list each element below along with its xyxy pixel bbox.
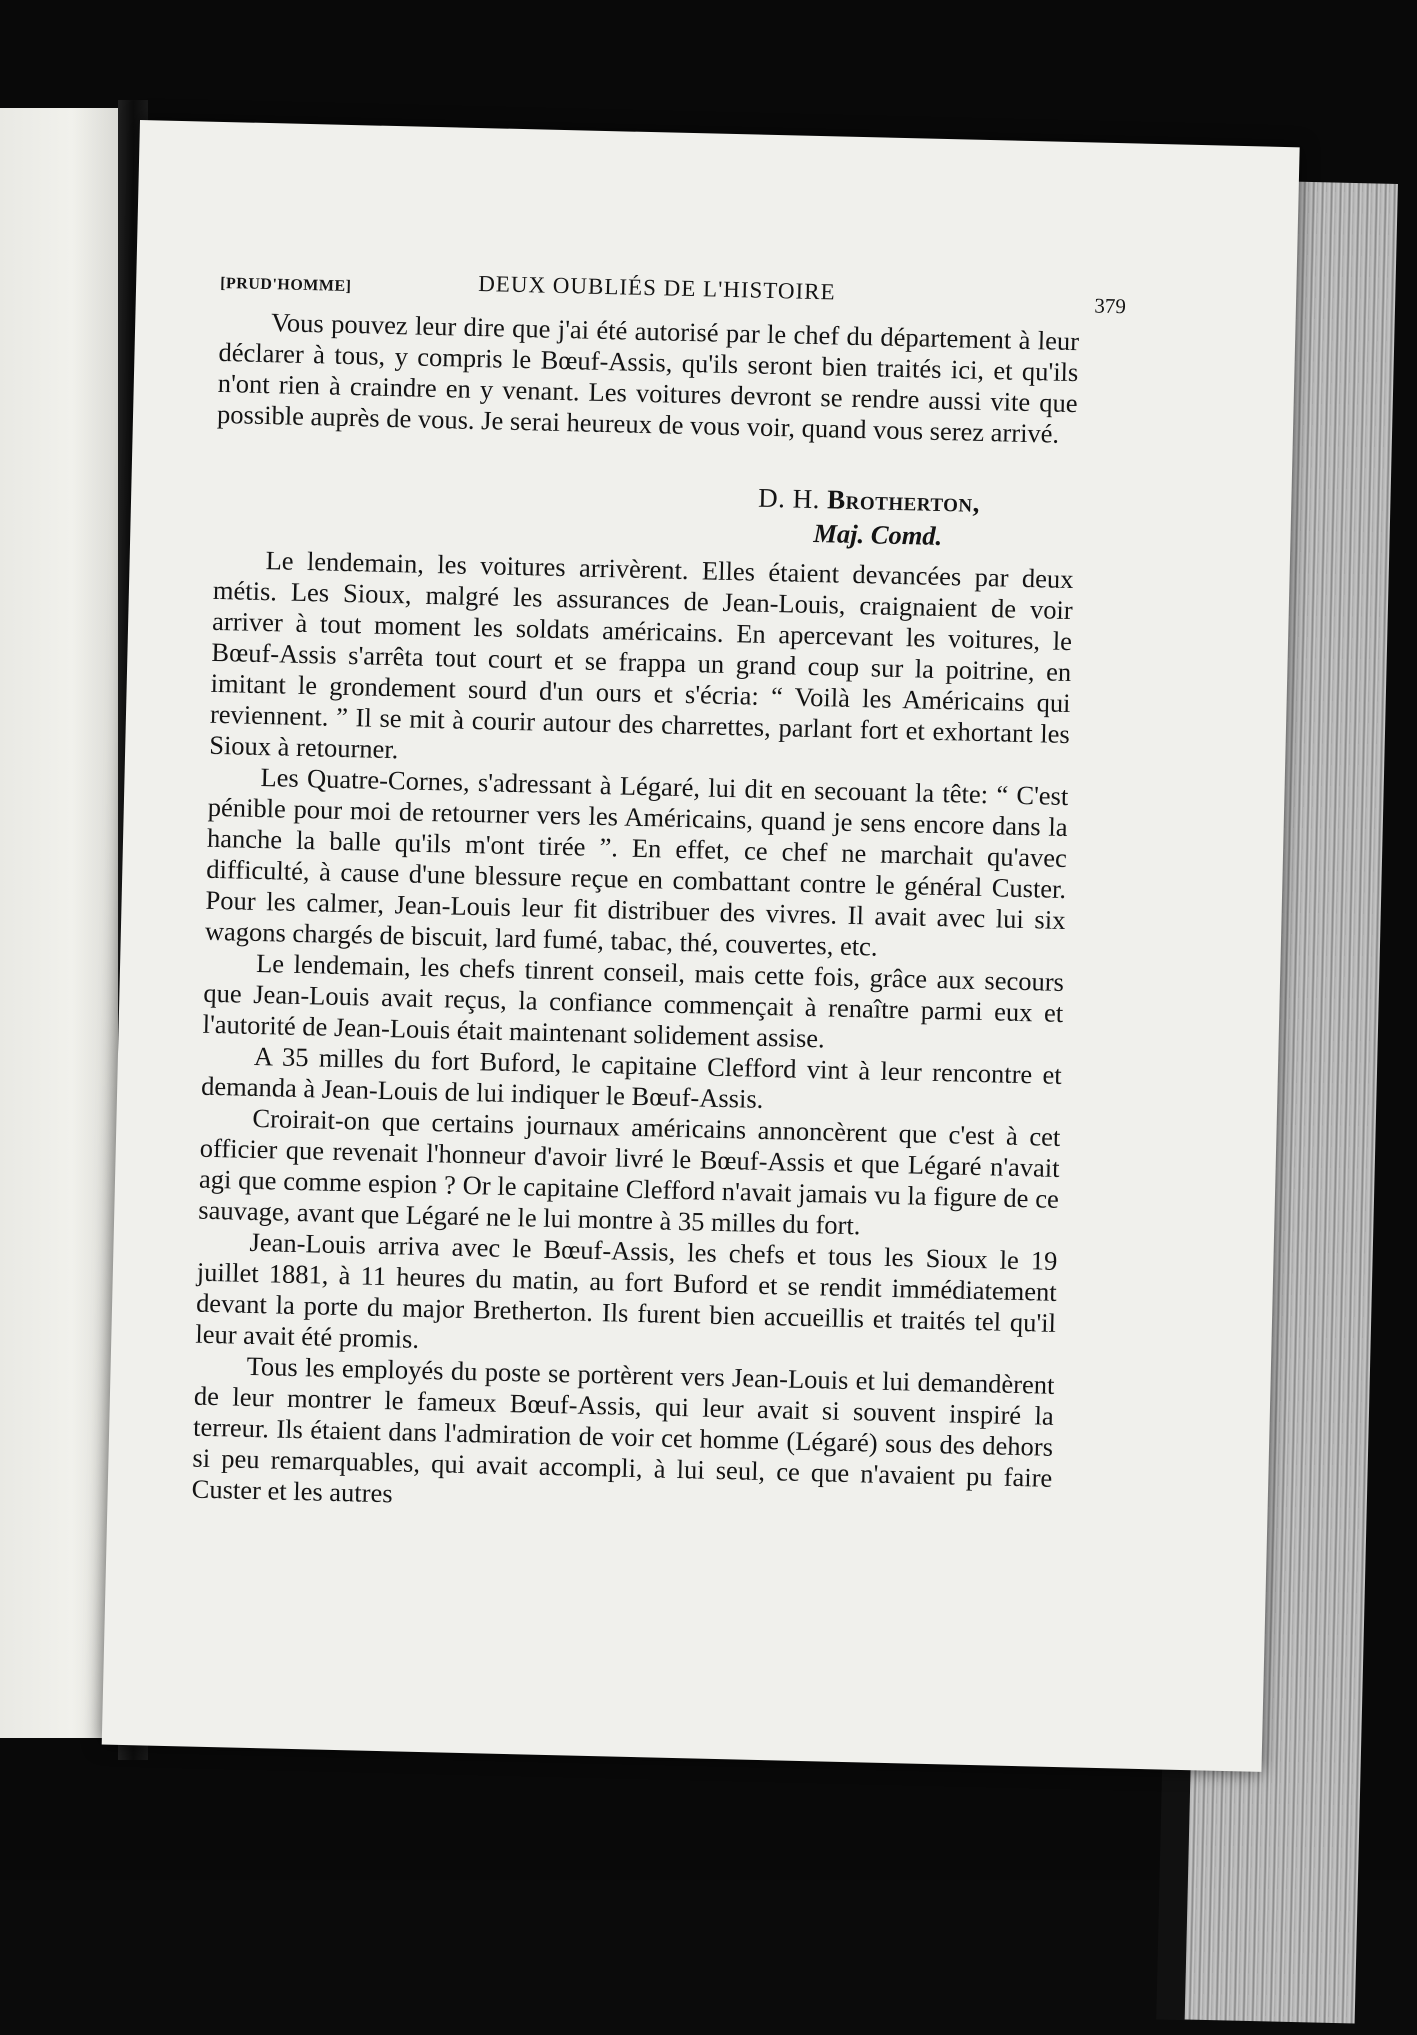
- paragraph: Jean-Louis arriva avec le Bœuf-Assis, les chefs et tous les Sioux le 19 juillet 1881, à 11 heures du matin, au fort Buford et se rendit immédiatement devant la porte du major Bretherton. Ils furent bien accueillis et traités tel qu'il leur avait été promis.: [195, 1226, 1058, 1354]
- facing-page: [0, 108, 120, 1738]
- page-number: 379: [1094, 293, 1127, 319]
- paragraph: Croirait-on que certains journaux américains annoncèrent que c'est à cet officier que revenait l'honneur d'avoir livré le Bœuf-Assis et que Légaré n'avait agi que comme espion ? Or le capitaine Clefford n'avait jamais vu la figure de ce sauvage, avant que Légaré ne le lui montre à 35 milles du fort.: [197, 1102, 1061, 1241]
- paragraph: Le lendemain, les voitures arrivèrent. Elles étaient devancées par deux métis. Les Sioux, malgré les assurances de Jean-Louis, craignaient de voir arriver à tout moment les soldats américains. En apercevant les voitures, le Bœuf-Assis s'arrêta tout court et se frappa un grand coup sur la poitrine, en imitant le grondement sourd d'un ours et s'écria: “ Voilà les Américains qui reviennent. ” Il se mit à courir autour des charrettes, parlant fort et exhortant les Sioux à retourner.: [208, 545, 1074, 765]
- signature-title: Maj. Comd.: [813, 517, 943, 552]
- signature-surname: Brotherton,: [826, 484, 981, 518]
- running-head-title: DEUX OUBLIÉS DE L'HISTOIRE: [477, 271, 836, 305]
- paragraph: Tous les employés du poste se portèrent vers Jean-Louis et lui demandèrent de leur montrer le fameux Bœuf-Assis, qui leur avait si souvent inspiré la terreur. Ils étaient dans l'admiration de voir cet homme (Légaré) sous des dehors si peu remarquables, qui avait accompli, à lui seul, ce que n'avaient pu faire Custer et les autres: [191, 1350, 1055, 1509]
- book-page: [102, 120, 1300, 1772]
- signature-name: [758, 481, 1076, 522]
- narrative: [191, 544, 1073, 1525]
- page-content: [191, 260, 1127, 1525]
- paragraph: Les Quatre-Cornes, s'adressant à Légaré, lui dit en secouant la tête: “ C'est pénible pour moi de retourner vers les Américains, quand je sens encore dans la hanche la balle qu'ils m'ont tirée ”. En effet, ce chef ne marchait qu'avec difficulté, à cause d'une blessure reçue en combattant contre le général Custer. Pour les calmer, Jean-Louis leur fit distribuer des vivres. Il avait avec lui six wagons chargés de biscuit, lard fumé, tabac, thé, couvertes, etc.: [204, 762, 1069, 962]
- letter-signature: [757, 481, 1076, 556]
- paragraph: A 35 milles du fort Buford, le capitaine Clefford vint à leur rencontre et demanda à Jean-Louis de lui indiquer le Bœuf-Assis.: [200, 1040, 1063, 1114]
- running-head-author: [PRUD'HOMME]: [219, 274, 352, 296]
- letter-body: Vous pouvez leur dire que j'ai été autorisé par le chef du département à leur déclarer à tous, y compris le Bœuf-Assis, qu'ils seront bien traités ici, et qu'ils n'ont rien à craindre en y venant. Les voitures devront se rendre aussi vite que possible auprès de vous. Je serai heureux de vous voir, quand vous serez arrivé.: [216, 307, 1080, 449]
- paragraph: Le lendemain, les chefs tinrent conseil, mais cette fois, grâce aux secours que Jean-Louis avait reçus, la confiance commençait à renaître parmi eux et l'autorité de Jean-Louis était maintenant solidement assise.: [202, 947, 1065, 1054]
- signature-initials: D. H.: [757, 482, 821, 515]
